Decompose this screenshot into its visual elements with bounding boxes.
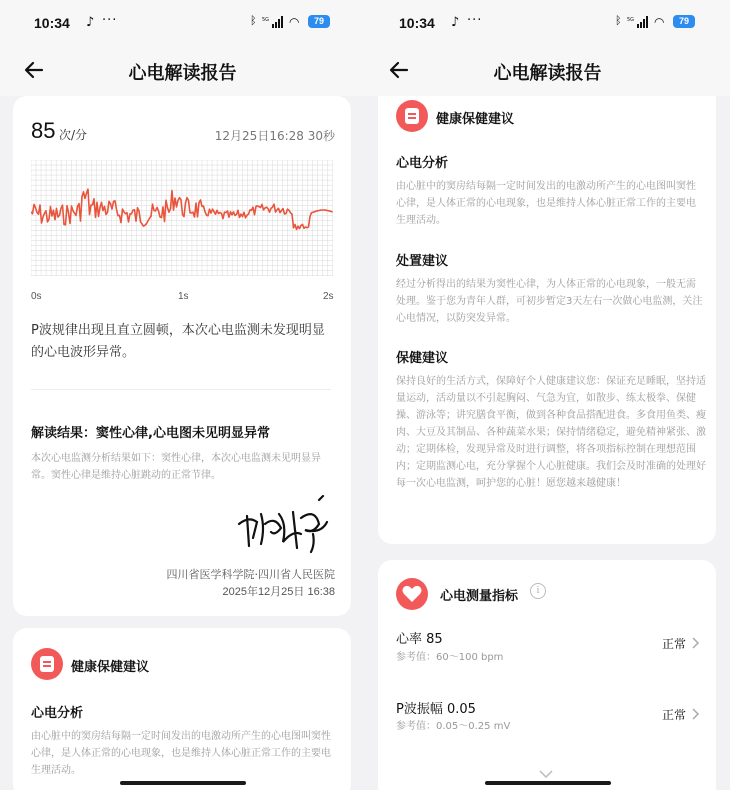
section-title-care: 保健建议 xyxy=(396,351,449,366)
section-title: 心电分析 xyxy=(31,706,84,721)
result-title: 解读结果：窦性心律,心电图未见明显异常 xyxy=(31,426,270,441)
network-label: 5G xyxy=(627,17,635,23)
health-advice-card xyxy=(13,628,351,790)
ecg-metrics-card xyxy=(378,560,716,790)
metric-name: P波振幅 0.05 xyxy=(396,702,476,717)
hospital-name: 四川省医学科学院·四川省人民医院 xyxy=(166,568,335,581)
status-bar xyxy=(365,0,730,46)
battery-indicator: 79 xyxy=(673,15,695,28)
metric-name: 心率 85 xyxy=(396,632,443,647)
health-advice-title: 健康保健建议 xyxy=(71,660,150,675)
info-icon[interactable]: i xyxy=(530,583,546,599)
page-title: 心电解读报告 xyxy=(128,63,237,84)
page-title: 心电解读报告 xyxy=(493,63,602,84)
metric-reference: 参考值：0.05～0.25 mV xyxy=(396,721,511,732)
section-body: 由心脏中的窦房结每隔一定时间发出的电激动所产生的心电图叫窦性心律，是人体正常的心电现象，也是维持人体心脏正常工作的主要电生理活动。 xyxy=(31,731,331,776)
ecg-report-card xyxy=(13,96,351,616)
heart-rate-unit: 次/分 xyxy=(59,128,88,142)
metric-status: 正常 xyxy=(661,708,686,722)
axis-label-1s: 1s xyxy=(178,291,189,302)
health-advice-card xyxy=(378,96,716,544)
section-title-analysis: 心电分析 xyxy=(396,156,449,171)
advice-icon xyxy=(31,648,63,680)
result-description: 本次心电监测分析结果如下：窦性心律，本次心电监测未见明显异常。窦性心律是维持心脏跳动的正常节律。 xyxy=(31,453,321,481)
chevron-right-icon xyxy=(690,637,700,649)
metric-reference: 参考值：60～100 bpm xyxy=(396,652,504,663)
bluetooth-icon: ᛒ xyxy=(615,14,622,27)
doctor-signature xyxy=(235,494,335,556)
more-dots-icon: ··· xyxy=(467,13,483,28)
heart-icon xyxy=(396,578,428,610)
wifi-icon: ◠ xyxy=(289,15,300,29)
signal-icon xyxy=(627,16,649,28)
ecg-waveform xyxy=(31,160,333,276)
network-label: 5G xyxy=(262,17,270,23)
section-body-handling: 经过分析得出的结果为窦性心律，为人体正常的心电现象，一般无需处理。鉴于您为青年人群，可初步暂定3天左右一次做心电监测，关注心电情况，以防突发异常。 xyxy=(396,279,703,324)
heart-rate-value: 85 xyxy=(31,118,56,143)
axis-label-0s: 0s xyxy=(31,291,42,302)
chevron-down-icon[interactable] xyxy=(539,770,553,778)
sign-date: 2025年12月25日 16:38 xyxy=(222,586,335,598)
nav-bar xyxy=(0,46,365,96)
tiktok-icon: ♪ xyxy=(451,15,460,30)
axis-label-2s: 2s xyxy=(323,291,334,302)
metrics-title: 心电测量指标 xyxy=(440,589,519,604)
section-title-handling: 处置建议 xyxy=(396,254,449,269)
more-dots-icon: ··· xyxy=(102,13,118,28)
wifi-icon: ◠ xyxy=(654,15,665,29)
ecg-summary: P波规律出现且直立圆顿，本次心电监测未发现明显的心电波形异常。 xyxy=(31,323,325,360)
advice-icon xyxy=(396,100,428,132)
signal-icon xyxy=(262,16,284,28)
metric-status: 正常 xyxy=(661,637,686,651)
nav-bar xyxy=(365,46,730,96)
right-screen xyxy=(365,0,730,790)
divider xyxy=(31,389,331,390)
status-bar xyxy=(0,0,365,46)
record-time: 12月25日16:28 30秒 xyxy=(214,129,335,143)
chevron-right-icon xyxy=(690,708,700,720)
section-body-care: 保持良好的生活方式，保障好个人健康建议您：保证充足睡眠，坚持适量运动，活动量以不引起胸闷、气急为宜，如散步、练太极拳、保健操、游泳等；讲究膳食平衡，做到各种食品搭配进食。多食用鱼类、瘦肉、大豆及其制品、各种蔬菜水果；保持情绪稳定，避免精神紧张、激动；定期体检，发现异常及时进行调整，将各项指标控制在理想范围内；定期监测心电，充分掌握个人心脏健康。我们会及时准确的处理好每一次心电监测，呵护您的心脏！愿您越来越健康！ xyxy=(396,376,706,489)
home-indicator[interactable] xyxy=(120,781,246,785)
section-body-analysis: 由心脏中的窦房结每隔一定时间发出的电激动所产生的心电图叫窦性心律，是人体正常的心电现象，也是维持人体心脏正常工作的主要电生理活动。 xyxy=(396,181,696,226)
health-advice-title: 健康保健建议 xyxy=(436,112,515,127)
status-time: 10:34 xyxy=(399,15,435,31)
bluetooth-icon: ᛒ xyxy=(250,14,257,27)
status-time: 10:34 xyxy=(34,15,70,31)
battery-indicator: 79 xyxy=(308,15,330,28)
home-indicator[interactable] xyxy=(485,781,611,785)
tiktok-icon: ♪ xyxy=(86,15,95,30)
